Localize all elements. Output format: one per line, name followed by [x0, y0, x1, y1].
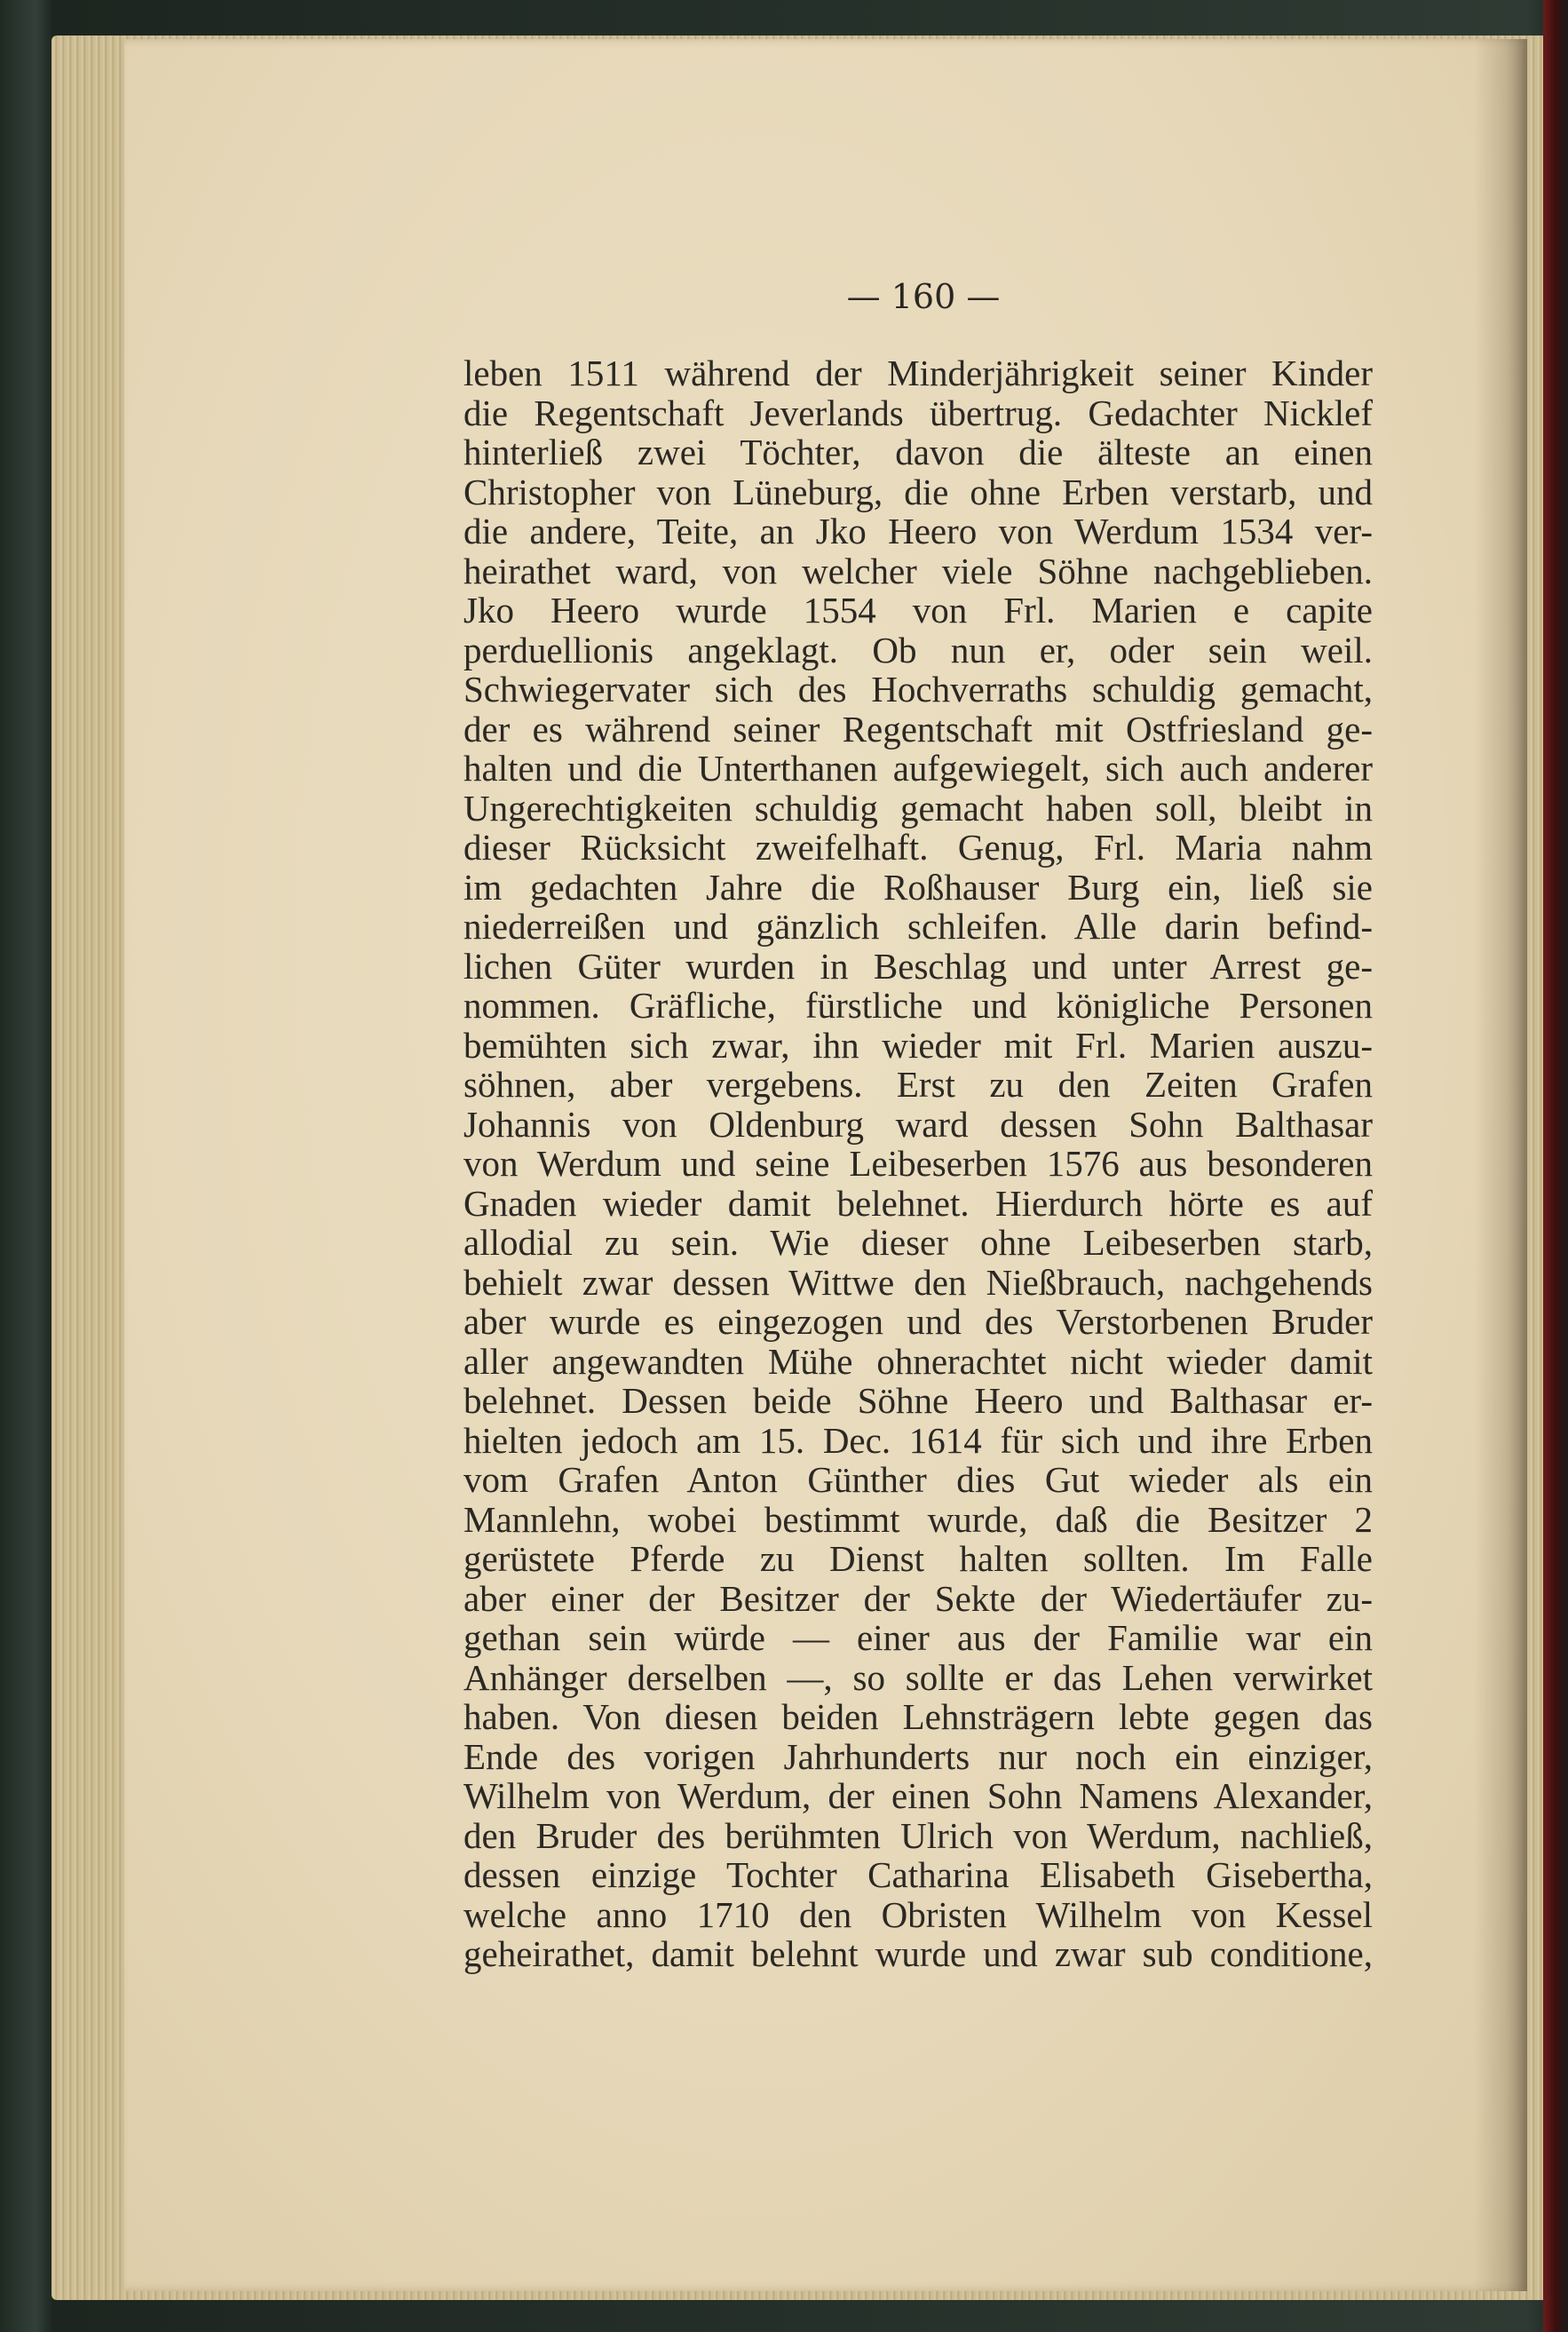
text-line: leben 1511 während der Minderjährigkeit seiner Kinder: [463, 353, 1373, 393]
text-line: Jko Heero wurde 1554 von Frl. Marien e capite: [463, 590, 1373, 631]
text-line: dessen einzige Tochter Catharina Elisabeth Gisebertha,: [463, 1854, 1373, 1895]
text-line: Schwiegervater sich des Hochverraths schuldig gemacht,: [463, 669, 1373, 710]
text-line: behielt zwar dessen Wittwe den Nießbrauch, nachgehends: [463, 1261, 1373, 1303]
text-line: allodial zu sein. Wie dieser ohne Leibeserben starb,: [463, 1222, 1373, 1263]
binding-edge: [1543, 0, 1568, 2332]
text-line: söhnen, aber vergebens. Erst zu den Zeiten Grafen: [463, 1064, 1373, 1105]
text-line: aber wurde es eingezogen und des Verstorbenen Bruder: [463, 1301, 1373, 1342]
body-text: [463, 353, 1373, 1974]
text-line: dieser Rücksicht zweifelhaft. Genug, Frl. Maria nahm: [463, 827, 1373, 868]
text-line: niederreißen und gänzlich schleifen. Alle darin befind-: [463, 906, 1373, 947]
text-line: perduellionis angeklagt. Ob nun er, oder sein weil.: [463, 629, 1373, 670]
text-line: den Bruder des berühmten Ulrich von Werdum, nachließ,: [463, 1814, 1373, 1856]
page-number: — 160 —: [846, 277, 1001, 316]
text-line: hinterließ zwei Töchter, davon die älteste an einen: [463, 432, 1373, 472]
page-gutter-shadow: [1474, 39, 1527, 2291]
text-line: Gnaden wieder damit belehnet. Hierdurch hörte es auf: [463, 1182, 1373, 1224]
text-line: lichen Güter wurden in Beschlag und unter Arrest ge-: [463, 945, 1373, 987]
text-line: geheirathet, damit belehnt wurde und zwar sub conditione,: [463, 1933, 1373, 1974]
text-line: heirathet ward, von welcher viele Söhne nachgeblieben.: [463, 550, 1373, 591]
text-line: haben. Von diesen beiden Lehnsträgern lebte gegen das: [463, 1696, 1373, 1737]
text-line: nommen. Gräfliche, fürstliche und königliche Personen: [463, 985, 1373, 1026]
text-line: von Werdum und seine Leibeserben 1576 aus besonderen: [463, 1143, 1373, 1184]
text-line: aber einer der Besitzer der Sekte der Wiedertäufer zu-: [463, 1577, 1373, 1619]
text-line: vom Grafen Anton Günther dies Gut wieder als ein: [463, 1459, 1373, 1500]
text-line: hielten jedoch am 15. Dec. 1614 für sich und ihre Erben: [463, 1419, 1373, 1461]
text-line: Anhänger derselben —, so sollte er das Lehen verwirket: [463, 1656, 1373, 1698]
text-line: der es während seiner Regentschaft mit Ostfriesland ge-: [463, 708, 1373, 750]
text-line: Wilhelm von Werdum, der einen Sohn Namens Alexander,: [463, 1775, 1373, 1816]
text-line: Johannis von Oldenburg ward dessen Sohn Balthasar: [463, 1103, 1373, 1145]
text-line: halten und die Unterthanen aufgewiegelt, sich auch anderer: [463, 748, 1373, 789]
text-line: aller angewandten Mühe ohnerachtet nicht wieder damit: [463, 1340, 1373, 1382]
text-line: Mannlehn, wobei bestimmt wurde, daß die Besitzer 2: [463, 1498, 1373, 1540]
text-line: gethan sein würde — einer aus der Familie war ein: [463, 1617, 1373, 1658]
text-line: Ende des vorigen Jahrhunderts nur noch ein einziger,: [463, 1735, 1373, 1777]
text-line: die Regentschaft Jeverlands übertrug. Gedachter Nicklef: [463, 392, 1373, 433]
text-line: Christopher von Lüneburg, die ohne Erben verstarb, und: [463, 471, 1373, 512]
text-line: welche anno 1710 den Obristen Wilhelm von Kessel: [463, 1893, 1373, 1935]
text-line: belehnet. Dessen beide Söhne Heero und Balthasar er-: [463, 1380, 1373, 1421]
text-line: gerüstete Pferde zu Dienst halten sollten. Im Falle: [463, 1538, 1373, 1579]
text-line: Ungerechtigkeiten schuldig gemacht haben soll, bleibt in: [463, 787, 1373, 829]
text-line: im gedachten Jahre die Roßhauser Burg ein, ließ sie: [463, 866, 1373, 908]
text-line: bemühten sich zwar, ihn wieder mit Frl. Marien auszu-: [463, 1024, 1373, 1066]
text-line: die andere, Teite, an Jko Heero von Werdum 1534 ver-: [463, 511, 1373, 551]
